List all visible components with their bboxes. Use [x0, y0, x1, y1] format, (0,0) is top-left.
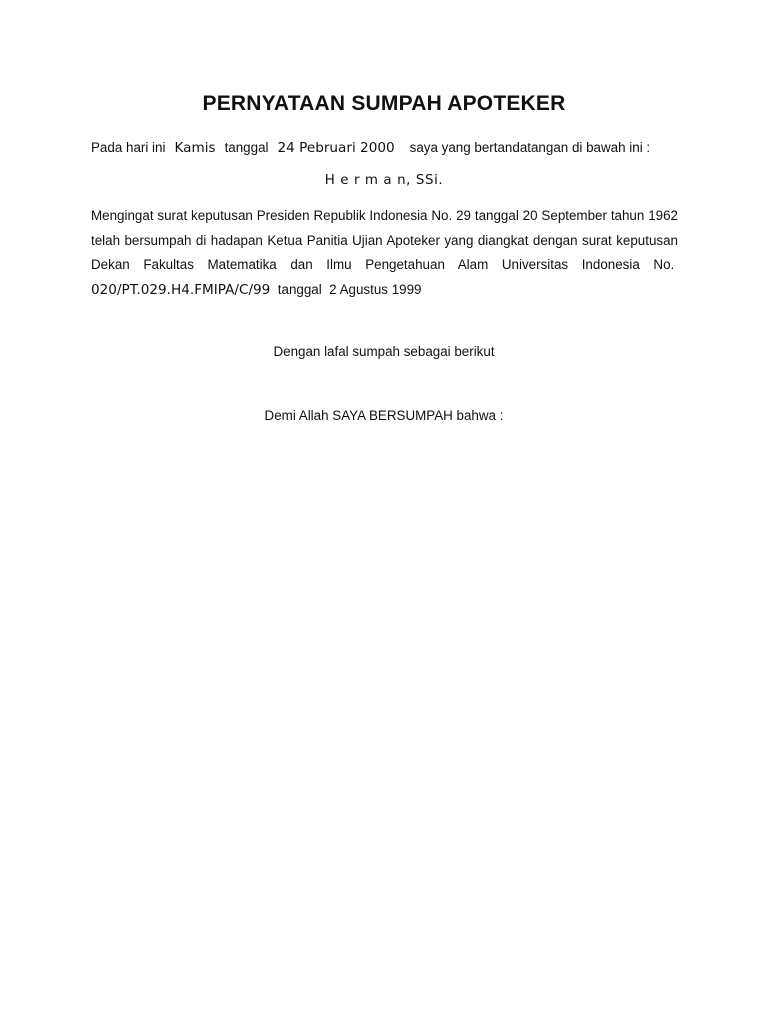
decree-number: 020/PT.029.H4.FMIPA/C/99 [91, 281, 271, 298]
intro-date-label: tanggal [224, 140, 269, 155]
intro-day: Kamis [174, 140, 216, 156]
decree-date-label: tanggal [277, 281, 322, 297]
intro-line [91, 140, 691, 156]
document-title: PERNYATAAN SUMPAH APOTEKER [202, 92, 566, 115]
decree-text: Mengingat surat keputusan Presiden Republik Indonesia No. 29 tanggal 20 September tahun 1962 telah bersumpah di hadapan Ketua Panitia Ujian Apoteker yang diangkat dengan surat keputusan Dekan Fakultas Matematika dan Ilmu Pengetahuan Alam Universitas Indonesia [91, 208, 678, 272]
decree-no-label: No. [653, 257, 675, 272]
oath-taker-name: H e r m a n, SSi. [324, 173, 444, 188]
intro-prefix: Pada hari ini [91, 140, 166, 155]
oath-opening: Demi Allah SAYA BERSUMPAH bahwa : [264, 408, 504, 423]
oath-intro: Dengan lafal sumpah sebagai berikut [273, 344, 495, 359]
decree-paragraph [91, 204, 678, 302]
intro-suffix: saya yang bertandatangan di bawah ini : [409, 140, 651, 155]
intro-date: 24 Pebruari 2000 [277, 140, 395, 156]
decree-date: 2 Agustus 1999 [329, 281, 422, 297]
